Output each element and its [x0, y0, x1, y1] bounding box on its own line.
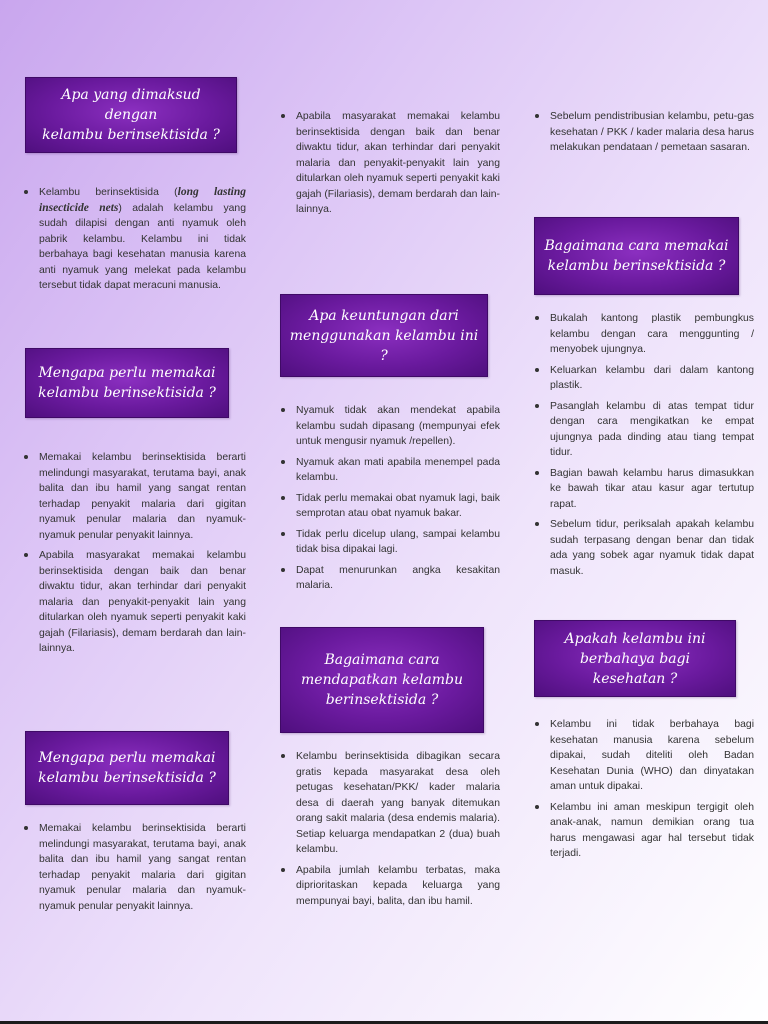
list-item: • Dapat menurunkan angka kesakitan malaria.	[295, 562, 500, 594]
list-item: • Nyamuk akan mati apabila menempel pada kelambu.	[295, 454, 500, 486]
how-to-use-list	[534, 310, 754, 583]
heading-why-use-net-2: Mengapa perlu memakai kelambu berinsektisida ?	[25, 731, 229, 805]
list-item: • Apabila jumlah kelambu terbatas, maka diprioritaskan kepada keluarga yang mempunyai bayi, balita, dan ibu hamil.	[295, 862, 500, 910]
list-item: • Memakai kelambu berinsektisida berarti melindungi masyarakat, terutama bayi, anak balita dan ibu hamil yang sangat rentan terhadap penyakit malaria dari gigitan nyamuk penular malaria dan nyamuk-nyamuk penular penyakit lainnya.	[38, 449, 246, 543]
col2-top-list	[280, 108, 500, 222]
why-list-2	[23, 820, 246, 918]
heading-why-use-net-1: Mengapa perlu memakai kelambu berinsektisida ?	[25, 348, 229, 418]
col3-top-list	[534, 108, 754, 160]
heading-how-to-get: Bagaimana cara mendapatkan kelambu berinsektisida ?	[280, 627, 484, 733]
list-item: • Kelambu berinsektisida dibagikan secara gratis kepada masyarakat desa oleh petugas kesehatan/PKK/ kader malaria desa di daerah yang banyak ditemukan orang sakit malaria (desa endemis malaria). Setiap keluarga mendapatkan 2 (dua) buah kelambu.	[295, 748, 500, 858]
list-item: • Memakai kelambu berinsektisida berarti melindungi masyarakat, terutama bayi, anak balita dan ibu hamil yang sangat rentan terhadap penyakit malaria dari gigitan nyamuk penular malaria dan nyamuk-nyamuk penular penyakit lainnya.	[38, 820, 246, 914]
why-list-1	[23, 449, 246, 661]
list-item: • Nyamuk tidak akan mendekat apabila kelambu sudah dipasang (mempunyai efek untuk mengusir nyamuk /repellen).	[295, 402, 500, 450]
list-item: • Kelambu ini tidak berbahaya bagi kesehatan manusia karena sebelum dipakai, sudah diteliti oleh Badan Kesehatan Dunia (WHO) dan dinyatakan aman untuk dipakai.	[549, 716, 754, 795]
heading-what-is-net: Apa yang dimaksud dengan kelambu berinsektisida ?	[25, 77, 237, 153]
is-it-harmful-list	[534, 716, 754, 866]
list-item: • Kelambu ini aman meskipun tergigit oleh anak-anak, namun demikian orang tua harus mengawasi agar hal tersebut tidak terjadi.	[549, 799, 754, 862]
intro-list	[23, 184, 246, 298]
how-to-get-list	[280, 748, 500, 913]
list-item: • Bagian bawah kelambu harus dimasukkan ke bawah tikar atau kasur agar tertutup rapat.	[549, 465, 754, 513]
heading-is-it-harmful: Apakah kelambu ini berbahaya bagi kesehatan ?	[534, 620, 736, 697]
list-item: • Sebelum tidur, periksalah apakah kelambu sudah terpasang dengan benar dan tidak ada yang sobek agar nyamuk tidak dapat masuk.	[549, 516, 754, 579]
list-item: • Tidak perlu memakai obat nyamuk lagi, baik semprotan atau obat nyamuk bakar.	[295, 490, 500, 522]
list-item: • Bukalah kantong plastik pembungkus kelambu dengan cara menggunting / menyobek ujungnya.	[549, 310, 754, 358]
heading-how-to-use: Bagaimana cara memakai kelambu berinsektisida ?	[534, 217, 739, 295]
list-item: • Kelambu berinsektisida (long lasting insecticide nets) adalah kelambu yang sudah dilapisi dengan anti nyamuk oleh pabrik kelambu. Kelambu ini tidak berbahaya bagi kesehatan manusia karena anti nyamuk yang melekat pada kelambu tersebut tidak dapat meracuni manusia.	[38, 184, 246, 294]
benefits-list	[280, 402, 500, 598]
list-item: • Tidak perlu dicelup ulang, sampai kelambu tidak bisa dipakai lagi.	[295, 526, 500, 558]
list-item: • Sebelum pendistribusian kelambu, petu-gas kesehatan / PKK / kader malaria desa harus melakukan pendataan / pemetaan sasaran.	[549, 108, 754, 156]
heading-benefits: Apa keuntungan dari menggunakan kelambu ini ?	[280, 294, 488, 377]
list-item: • Apabila masyarakat memakai kelambu berinsektisida dengan baik dan benar diwaktu tidur, akan terhindar dari penyakit malaria dan penyakit-penyakit lain yang ditularkan oleh nyamuk seperti penyakit kaki gajah (Filariasis), demam berdarah dan lain-lainnya.	[295, 108, 500, 218]
list-item: • Apabila masyarakat memakai kelambu berinsektisida dengan baik dan benar diwaktu tidur, akan terhindar dari penyakit malaria dan penyakit-penyakit lain yang ditularkan oleh nyamuk seperti penyakit kaki gajah (Filariasis), demam berdarah dan lain-lainnya.	[38, 547, 246, 657]
list-item: • Pasanglah kelambu di atas tempat tidur dengan cara mengikatkan ke empat ujungnya pada dinding atau tiang tempat tidur.	[549, 398, 754, 461]
list-item: • Keluarkan kelambu dari dalam kantong plastik.	[549, 362, 754, 394]
